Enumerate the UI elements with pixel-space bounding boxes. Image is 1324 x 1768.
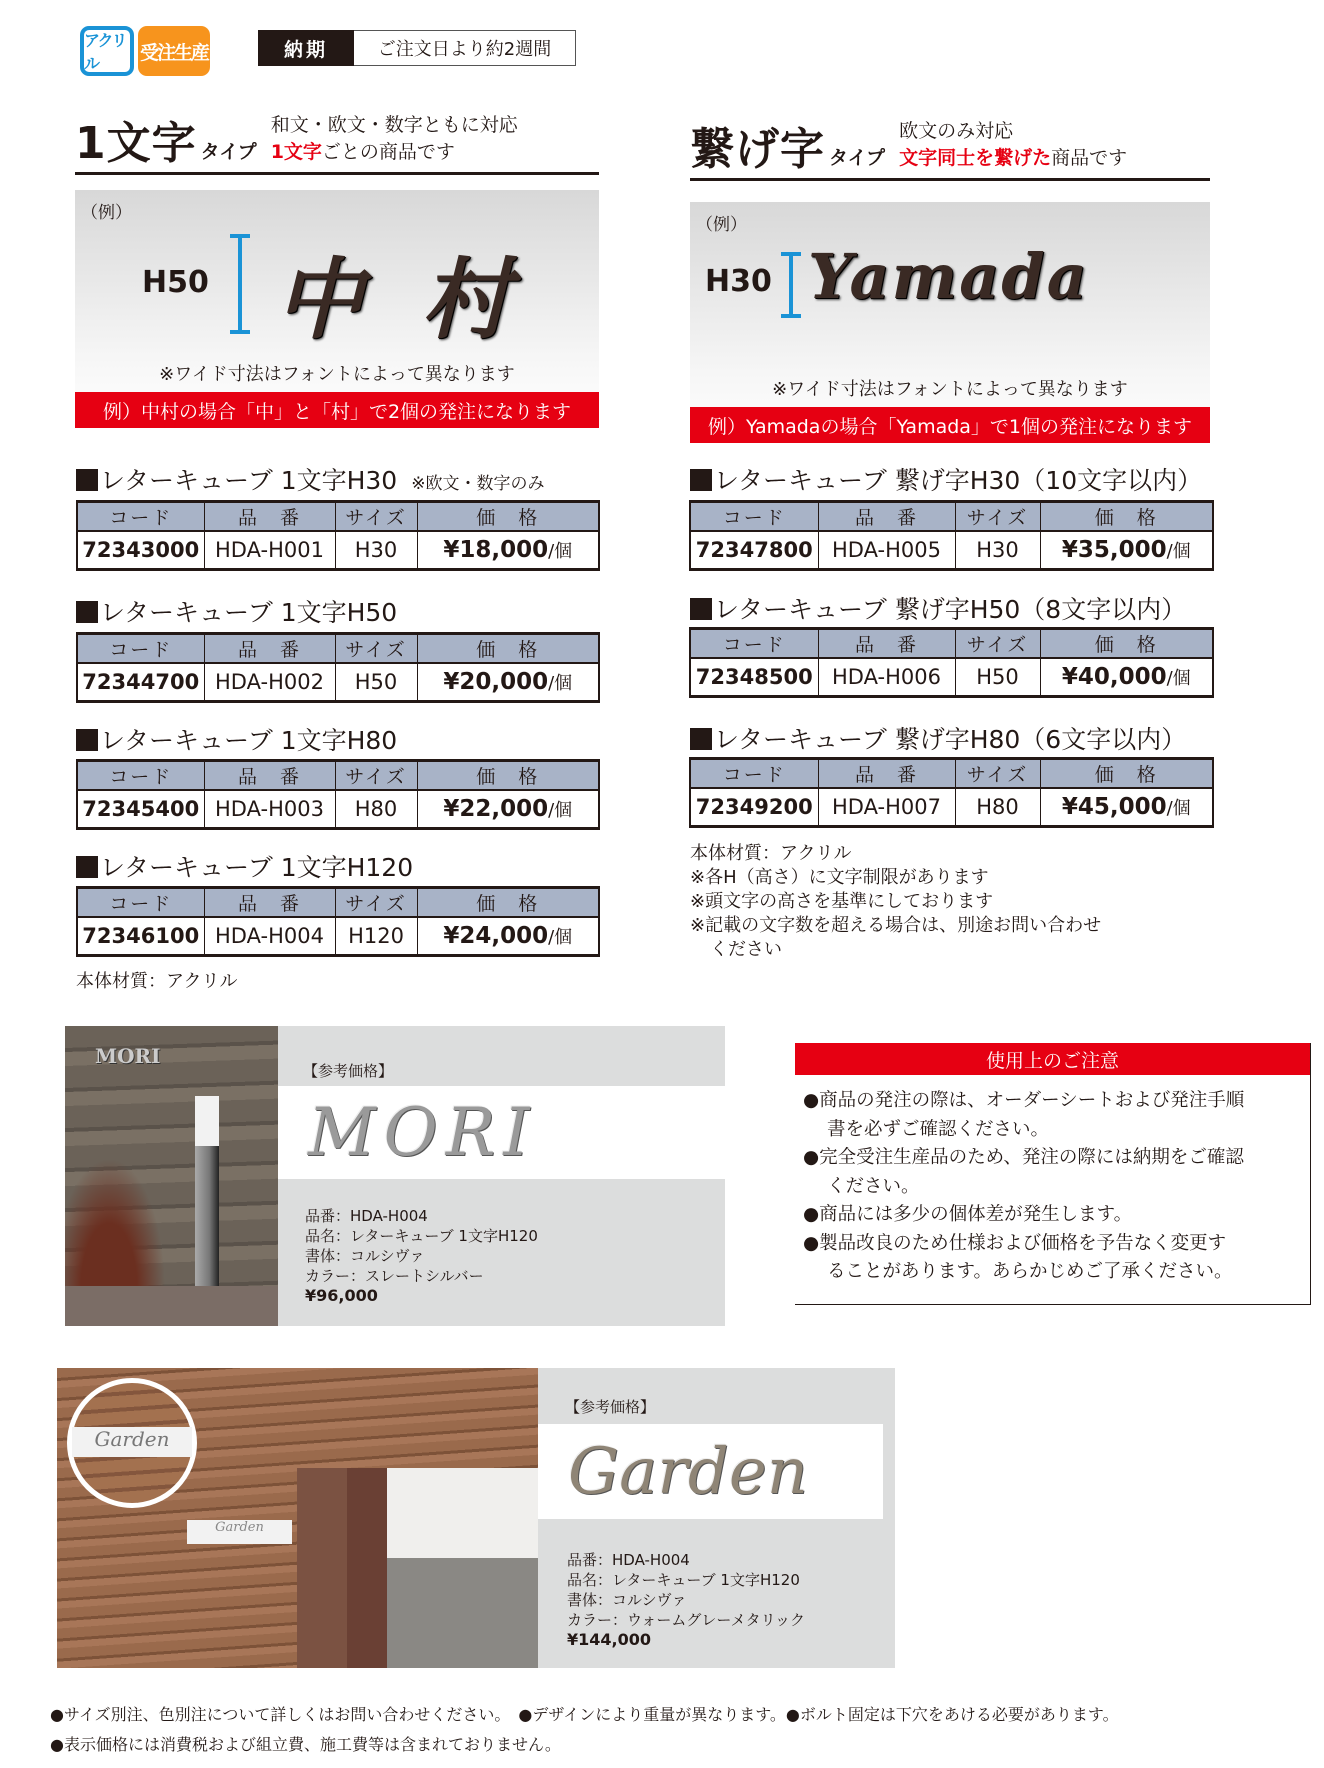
square-bullet-icon — [690, 598, 712, 620]
linked-notes: 本体材質：アクリル ※各H（高さ）に文字制限があります ※頭文字の高さを基準にしております ※記載の文字数を超える場合は、別途お問い合わせ ください — [690, 843, 1102, 960]
delivery-info — [258, 30, 576, 66]
product-title: レターキューブ 1文字H120 — [76, 855, 413, 880]
delivery-label: 納期 — [258, 30, 354, 66]
product-table: コード 品 番 サイズ 価 格 72344700 HDA-H002 H50 ¥20,000/個 — [76, 632, 600, 703]
single-type-heading — [75, 112, 599, 175]
square-bullet-icon — [76, 601, 98, 623]
width-note: ※ワイド寸法はフォントによって異なります — [159, 364, 515, 385]
height-indicator-icon — [238, 234, 242, 334]
garden-script: Garden — [568, 1434, 808, 1509]
single-example-panel — [75, 190, 599, 428]
product-table: コード 品 番 サイズ 価 格 72343000 HDA-H001 H30 ¥18,000/個 — [76, 500, 600, 571]
example-label: （例） — [696, 215, 747, 235]
linked-type-title: 繋げ字 — [690, 124, 825, 175]
table-row: 72349200 HDA-H007 H80 ¥45,000/個 — [690, 788, 1213, 826]
single-type-desc: 和文・欧文・数字ともに対応 1文字ごとの商品です — [270, 114, 518, 163]
square-bullet-icon — [76, 729, 98, 751]
product-table: コード 品 番 サイズ 価 格 72347800 HDA-H005 H30 ¥35,000/個 — [689, 500, 1214, 571]
material-note: 本体材質：アクリル — [76, 971, 238, 992]
table-row: 72348500 HDA-H006 H50 ¥40,000/個 — [690, 658, 1213, 696]
made-to-order-badge: 受注生産 — [138, 26, 210, 76]
height-label: H30 — [705, 264, 772, 299]
height-indicator-icon — [789, 252, 793, 318]
script-strip — [538, 1424, 883, 1519]
product-table: コード 品 番 サイズ 価 格 72345400 HDA-H003 H80 ¥22,000/個 — [76, 759, 600, 830]
door-icon — [297, 1468, 347, 1668]
sample-script: Yamada — [808, 240, 1089, 313]
product-title: レターキューブ 1文字H50 — [76, 600, 397, 625]
product-title: レターキューブ 1文字H80 — [76, 728, 397, 753]
delivery-value: ご注文日より約2週間 — [354, 30, 576, 66]
single-type-suffix: タイプ — [200, 141, 257, 163]
sample-characters: 中 村 — [275, 247, 524, 351]
light-pole-icon — [195, 1096, 219, 1146]
product-table: コード 品 番 サイズ 価 格 72349200 HDA-H007 H80 ¥45,000/個 — [689, 757, 1214, 828]
mori-script: MORI — [308, 1094, 538, 1171]
sample-info: 品番：HDA-H004 品名：レターキューブ 1文字H120 書体：コルシヴァ カラー：スレートシルバー ¥96,000 — [305, 1207, 538, 1305]
table-row: 72345400 HDA-H003 H80 ¥22,000/個 — [77, 790, 599, 828]
table-row: 72346100 HDA-H004 H120 ¥24,000/個 — [77, 917, 599, 955]
product-table: コード 品 番 サイズ 価 格 72346100 HDA-H004 H120 ¥24,000/個 — [76, 886, 600, 957]
linked-type-heading — [690, 118, 1210, 181]
photo-sign-text: MORI — [95, 1044, 161, 1068]
product-title: レターキューブ 1文字H30 ※欧文・数字のみ — [76, 468, 544, 493]
table-row: 72347800 HDA-H005 H30 ¥35,000/個 — [690, 531, 1213, 569]
reference-price-label: 【参考価格】 — [303, 1062, 394, 1080]
sample-garden — [57, 1368, 895, 1668]
table-row: 72343000 HDA-H001 H30 ¥18,000/個 — [77, 531, 599, 569]
reference-price-label: 【参考価格】 — [565, 1398, 656, 1416]
footer-notes: ●サイズ別注、色別注について詳しくはお問い合わせください。 ●デザインにより重量が異なります。●ボルト固定は下穴をあける必要があります。 ●表示価格には消費税および組立費、施工費等は含まれておりません。 — [50, 1705, 1119, 1754]
linked-type-suffix: タイプ — [829, 147, 886, 169]
caution-box — [795, 1043, 1311, 1305]
product-title: レターキューブ 繋げ字H50（8文字以内） — [690, 597, 1186, 622]
table-row: 72344700 HDA-H002 H50 ¥20,000/個 — [77, 663, 599, 701]
script-strip — [278, 1086, 725, 1179]
product-title: レターキューブ 繋げ字H80（6文字以内） — [690, 727, 1186, 752]
height-label: H50 — [142, 265, 209, 300]
garden-photo: Garden Garden — [57, 1368, 538, 1668]
acrylic-badge: アクリル — [80, 26, 134, 76]
square-bullet-icon — [76, 469, 98, 491]
mori-photo — [65, 1026, 278, 1326]
square-bullet-icon — [690, 728, 712, 750]
square-bullet-icon — [76, 856, 98, 878]
single-type-title: 1文字 — [75, 118, 197, 169]
linked-example-panel — [690, 202, 1210, 445]
product-table: コード 品 番 サイズ 価 格 72348500 HDA-H006 H50 ¥40,000/個 — [689, 627, 1214, 698]
caution-title: 使用上のご注意 — [795, 1043, 1310, 1075]
sample-info: 品番：HDA-H004 品名：レターキューブ 1文字H120 書体：コルシヴァ カラー：ウォームグレーメタリック ¥144,000 — [567, 1551, 806, 1649]
example-label: （例） — [81, 203, 132, 223]
order-example-note: 例）中村の場合「中」と「村」で2個の発注になります — [75, 392, 599, 428]
product-title: レターキューブ 繋げ字H30（10文字以内） — [690, 468, 1202, 493]
sample-mori — [65, 1026, 725, 1326]
square-bullet-icon — [690, 469, 712, 491]
width-note: ※ワイド寸法はフォントによって異なります — [772, 379, 1128, 400]
linked-type-desc: 欧文のみ対応 文字同士を繋げた商品です — [899, 120, 1128, 169]
zoom-bubble: Garden — [67, 1378, 197, 1508]
caution-list: ●商品の発注の際は、オーダーシートおよび発注手順 書を必ずご確認ください。 ●完全受注生産品のため、発注の際には納期をご確認 ください。 ●商品には多少の個体差が発生します。 ●製品改良のため仕様および価格を予告なく変更す ることがあります。あらかじめご了承ください。 — [803, 1090, 1245, 1282]
order-example-note: 例）Yamadaの場合「Yamada」で1個の発注になります — [690, 407, 1210, 443]
